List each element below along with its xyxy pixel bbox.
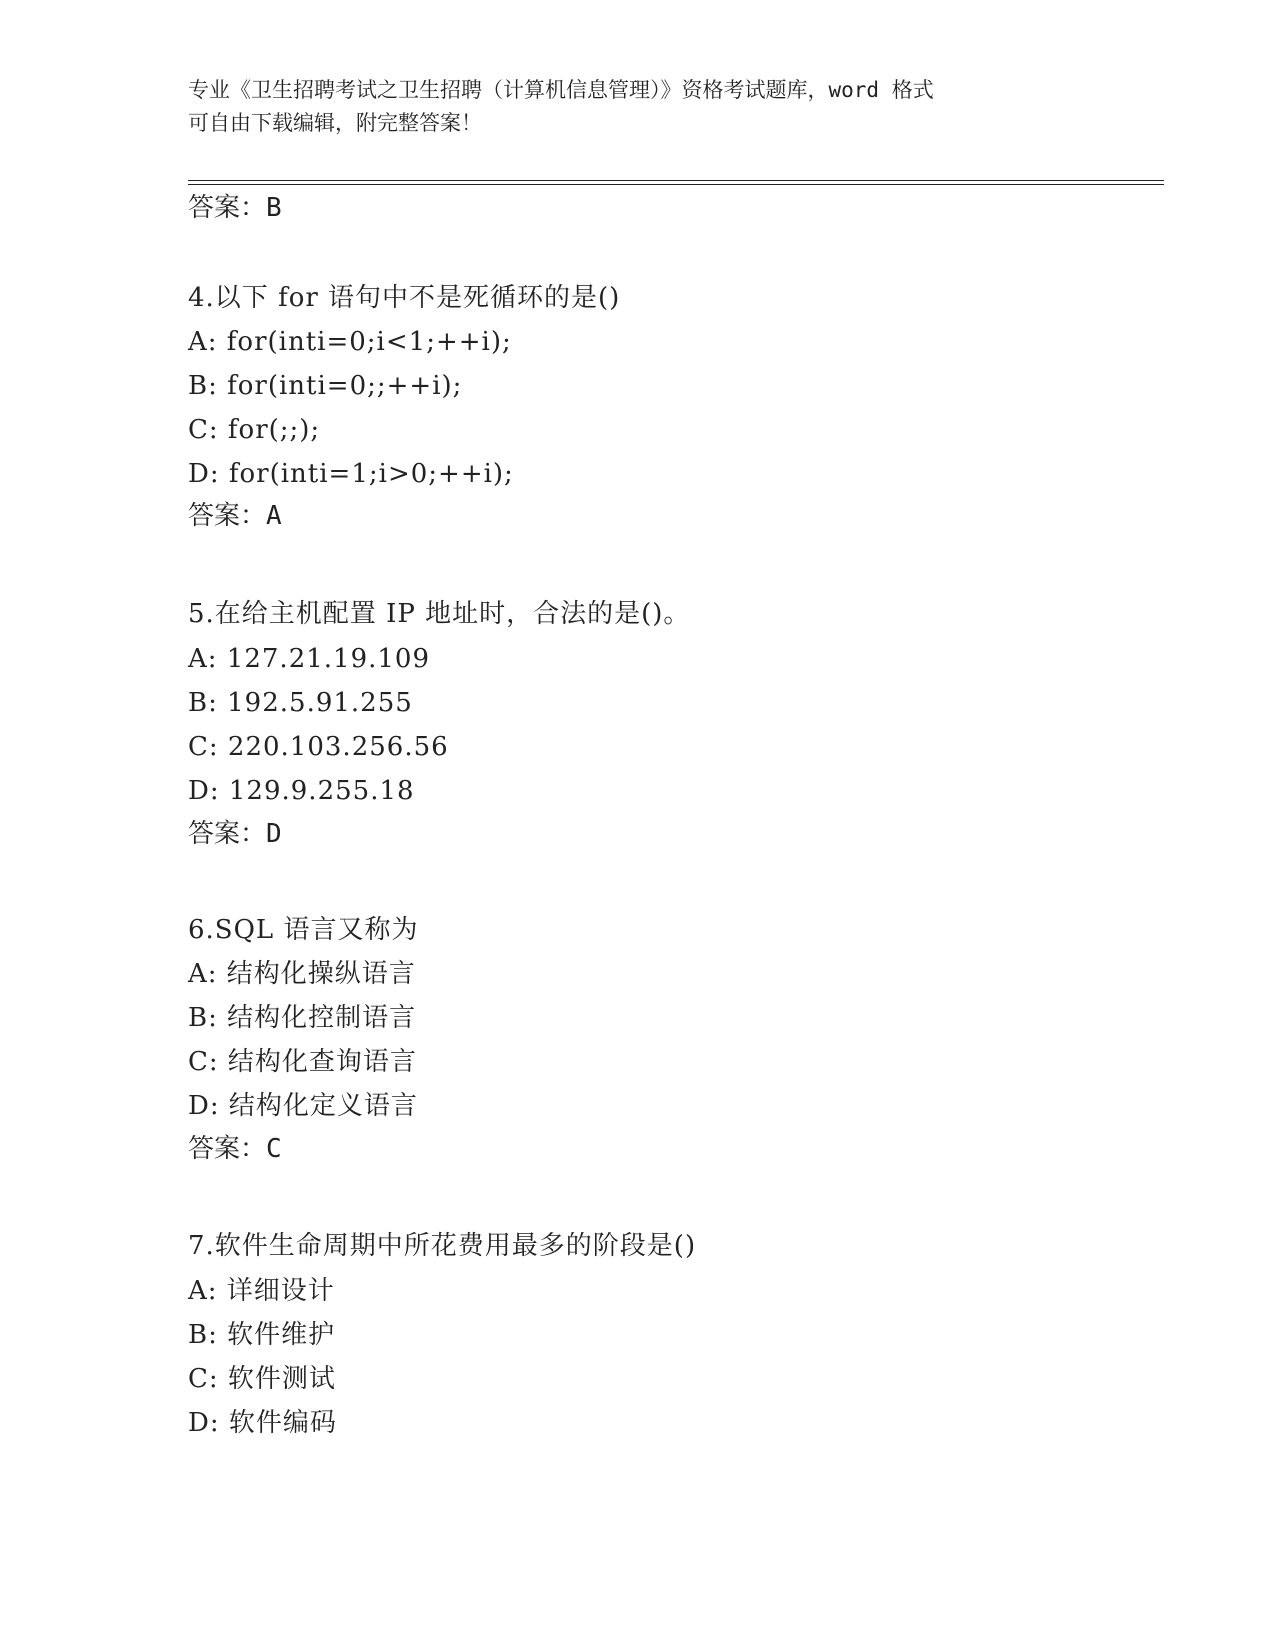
q5-option-a: A: 127.21.19.109 bbox=[188, 644, 431, 674]
q7-option-b: B: 软件维护 bbox=[188, 1320, 336, 1350]
q6-option-d: D: 结构化定义语言 bbox=[188, 1091, 418, 1121]
q7-option-c: C: 软件测试 bbox=[188, 1364, 336, 1394]
question-5: 5.在给主机配置 IP 地址时，合法的是()。 bbox=[188, 599, 691, 629]
q6-answer: 答案：C bbox=[188, 1134, 282, 1164]
q4-answer: 答案：A bbox=[188, 501, 282, 531]
document-header bbox=[188, 74, 1088, 140]
q5-option-b: B: 192.5.91.255 bbox=[188, 688, 413, 718]
answer-previous: 答案：B bbox=[188, 193, 282, 223]
q5-option-c: C: 220.103.256.56 bbox=[188, 732, 449, 762]
q6-option-a: A: 结构化操纵语言 bbox=[188, 959, 416, 989]
question-6: 6.SQL 语言又称为 bbox=[188, 915, 419, 945]
header-rule-bottom bbox=[188, 184, 1164, 185]
q4-option-c: C: for(;;); bbox=[188, 415, 321, 445]
q7-option-a: A: 详细设计 bbox=[188, 1276, 335, 1306]
q7-option-d: D: 软件编码 bbox=[188, 1408, 337, 1438]
question-7: 7.软件生命周期中所花费用最多的阶段是() bbox=[188, 1231, 697, 1261]
q4-option-b: B: for(inti=0;;++i); bbox=[188, 371, 463, 401]
header-line-2: 可自由下载编辑，附完整答案！ bbox=[188, 111, 482, 135]
q6-option-b: B: 结构化控制语言 bbox=[188, 1003, 417, 1033]
header-rule-top bbox=[188, 180, 1164, 181]
q4-option-a: A: for(inti=0;i<1;++i); bbox=[188, 327, 512, 357]
header-line-1: 专业《卫生招聘考试之卫生招聘（计算机信息管理）》资格考试题库，word 格式 bbox=[188, 78, 934, 102]
question-4: 4.以下 for 语句中不是死循环的是() bbox=[188, 283, 621, 313]
q6-option-c: C: 结构化查询语言 bbox=[188, 1047, 417, 1077]
q4-option-d: D: for(inti=1;i>0;++i); bbox=[188, 459, 514, 489]
q5-answer: 答案：D bbox=[188, 819, 282, 849]
q5-option-d: D: 129.9.255.18 bbox=[188, 776, 415, 806]
